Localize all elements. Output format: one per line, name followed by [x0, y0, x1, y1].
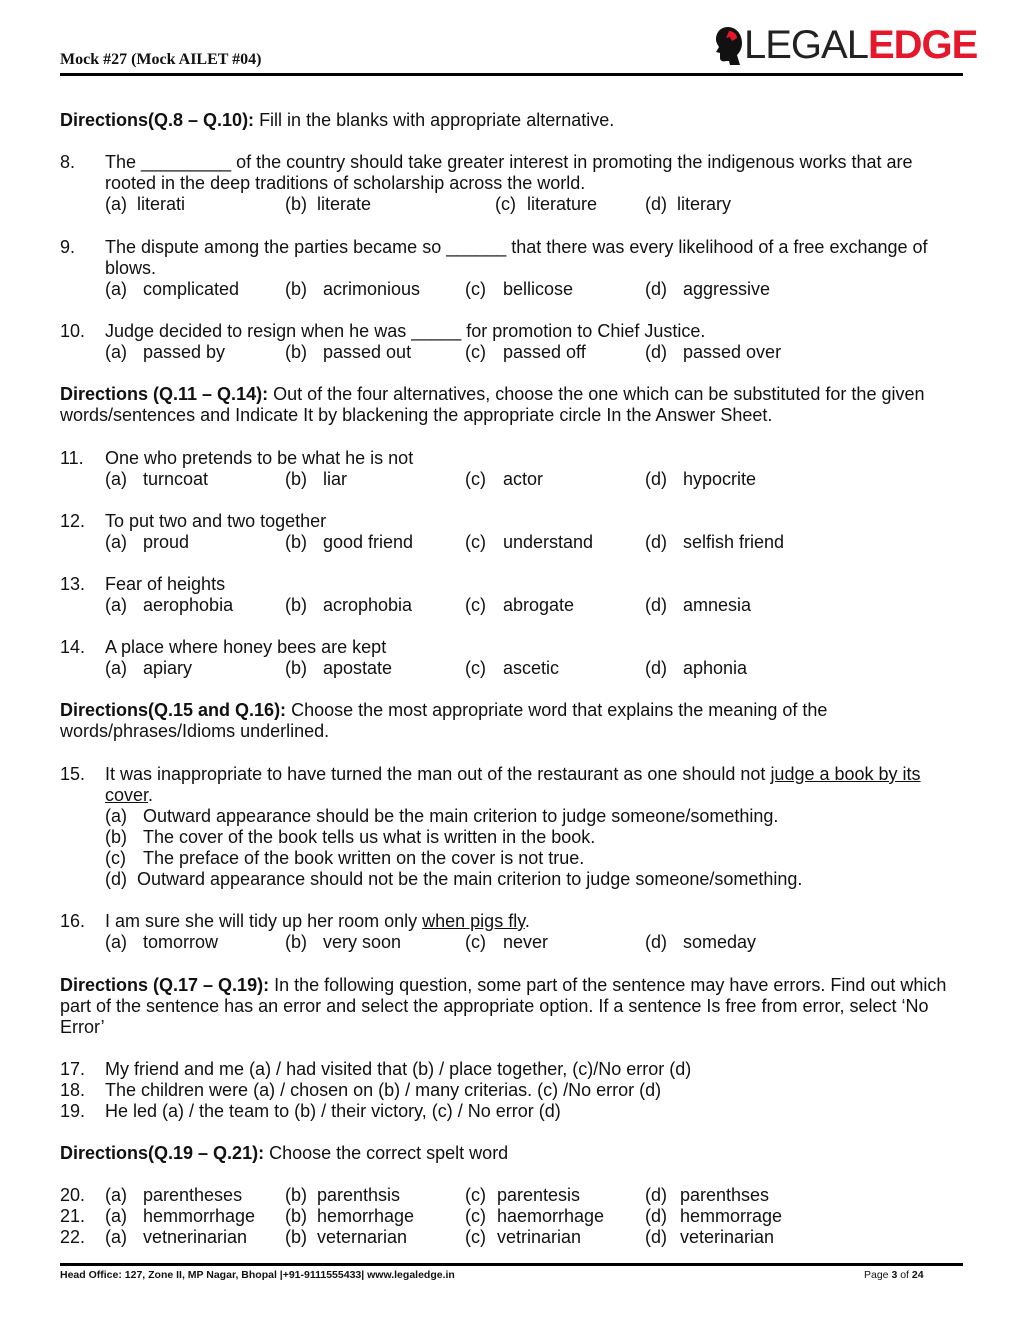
- question-text: [105, 321, 955, 342]
- option-label: (b): [285, 1227, 307, 1247]
- option-c: passed off: [503, 342, 586, 362]
- option-label: (d): [645, 532, 667, 552]
- option-a: passed by: [143, 342, 226, 362]
- option-label: (a): [105, 1185, 127, 1205]
- option-c: haemorrhage: [497, 1206, 605, 1226]
- directions-text: [60, 700, 950, 742]
- option-label: (a): [105, 658, 127, 678]
- underlined-phrase: judge a book by its cover: [105, 764, 921, 805]
- option-b: passed out: [323, 342, 412, 362]
- option-a: aerophobia: [143, 595, 234, 615]
- option-b: literate: [317, 194, 372, 214]
- option-b: very soon: [323, 932, 402, 952]
- option-a: vetnerinarian: [143, 1227, 248, 1247]
- option-c: ascetic: [503, 658, 560, 678]
- directions-text: [60, 110, 950, 131]
- question-stem: I am sure she will tidy up her room only: [105, 911, 423, 931]
- option-label: (c): [465, 1206, 486, 1226]
- option-label: (b): [285, 194, 307, 214]
- option-label: (b): [285, 1206, 307, 1226]
- option-label: (d): [645, 595, 667, 615]
- question-number: 22.: [60, 1227, 86, 1247]
- question-text: [105, 237, 955, 279]
- option-label: (a): [105, 342, 127, 362]
- option-label: (a): [105, 595, 127, 615]
- option-label: (c): [465, 932, 486, 952]
- option-label: (d): [645, 1227, 667, 1247]
- directions-body: Fill in the blanks with appropriate alternative.: [254, 110, 615, 130]
- question-text: [105, 448, 955, 469]
- question-stem: A place where honey bees are kept: [105, 637, 387, 657]
- option-d: aphonia: [683, 658, 748, 678]
- option-label: (c): [465, 658, 486, 678]
- option-d: veterinarian: [680, 1227, 775, 1247]
- option-c: actor: [503, 469, 544, 489]
- question-number: 13.: [60, 574, 86, 594]
- option-b: good friend: [323, 532, 414, 552]
- directions-label: Directions(Q.8 – Q.10):: [60, 110, 255, 130]
- underlined-phrase: when pigs fly: [422, 911, 525, 931]
- question-stem: He led (a) / the team to (b) / their victory, (c) / No error (d): [105, 1101, 561, 1121]
- question-stem: My friend and me (a) / had visited that (b) / place together, (c)/No error (d): [105, 1059, 692, 1079]
- option-b: apostate: [323, 658, 393, 678]
- option-label: (a): [105, 1227, 127, 1247]
- question-text: [105, 911, 955, 932]
- option-label: (d): [645, 1185, 667, 1205]
- directions-text: [60, 384, 950, 426]
- option-label: (a): [105, 932, 127, 952]
- directions-text: [60, 1143, 950, 1164]
- option-label: (a): [105, 806, 127, 826]
- option-label: (d): [105, 869, 127, 889]
- question-stem-end: .: [148, 785, 154, 805]
- directions-label: Directions(Q.15 and Q.16):: [60, 700, 287, 720]
- option-c: abrogate: [503, 595, 575, 615]
- option-d: selfish friend: [683, 532, 785, 552]
- option-c: bellicose: [503, 279, 574, 299]
- option-label: (c): [465, 1185, 486, 1205]
- option-a: tomorrow: [143, 932, 219, 952]
- footer-address: Head Office: 127, Zone II, MP Nagar, Bhopal |+91-9111555433| www.legaledge.in: [60, 1269, 455, 1281]
- option-b: acrophobia: [323, 595, 413, 615]
- option-c: understand: [503, 532, 594, 552]
- option-a: proud: [143, 532, 190, 552]
- question-number: 18.: [60, 1080, 86, 1100]
- option-d: aggressive: [683, 279, 771, 299]
- question-text: [105, 1101, 955, 1122]
- option-c: literature: [527, 194, 598, 214]
- option-b: liar: [323, 469, 348, 489]
- option-label: (b): [285, 595, 307, 615]
- option-label: (b): [285, 469, 307, 489]
- option-c: The preface of the book written on the cover is not true.: [143, 848, 585, 868]
- page-current: 3: [891, 1269, 898, 1281]
- question-text: [105, 1059, 955, 1080]
- option-label: (a): [105, 469, 127, 489]
- option-label: (d): [645, 469, 667, 489]
- question-number: 10.: [60, 321, 86, 341]
- option-b: acrimonious: [323, 279, 421, 299]
- option-label: (c): [465, 532, 486, 552]
- option-c: never: [503, 932, 549, 952]
- question-text: [105, 764, 955, 806]
- option-a: complicated: [143, 279, 240, 299]
- option-d: literary: [677, 194, 732, 214]
- question-stem: It was inappropriate to have turned the man out of the restaurant as one should not: [105, 764, 771, 784]
- option-label: (c): [465, 342, 486, 362]
- question-text: [105, 511, 955, 532]
- option-label: (b): [285, 1185, 307, 1205]
- directions-text: [60, 975, 950, 1038]
- question-stem: To put two and two together: [105, 511, 327, 531]
- directions-body: In the following question, some part of the sentence may have errors. Find out which part of the sentence has an error and select the appropriate option. If a sentence Is free from error, select ‘No Error’: [60, 975, 947, 1037]
- question-text: [105, 637, 955, 658]
- question-number: 20.: [60, 1185, 86, 1205]
- question-number: 12.: [60, 511, 86, 531]
- option-label: (d): [645, 1206, 667, 1226]
- footer-rule: [60, 1263, 963, 1266]
- directions-label: Directions (Q.11 – Q.14):: [60, 384, 269, 404]
- question-number: 17.: [60, 1059, 86, 1079]
- document-header-title: Mock #27 (Mock AILET #04): [60, 51, 262, 68]
- head-silhouette-icon: [714, 25, 744, 65]
- option-label: (c): [495, 194, 516, 214]
- option-label: (b): [105, 827, 127, 847]
- directions-label: Directions(Q.19 – Q.21):: [60, 1143, 265, 1163]
- option-a: Outward appearance should be the main criterion to judge someone/something.: [143, 806, 779, 826]
- option-label: (b): [285, 658, 307, 678]
- question-stem: One who pretends to be what he is not: [105, 448, 414, 468]
- question-number: 9.: [60, 237, 76, 257]
- option-d: parenthses: [680, 1185, 770, 1205]
- logo-text-legal: LEGAL: [744, 22, 868, 67]
- option-label: (d): [645, 194, 667, 214]
- question-number: 11.: [60, 448, 84, 468]
- question-stem: The _________ of the country should take greater interest in promoting the indigenous works that are rooted in the deep traditions of scholarship across the world.: [105, 152, 913, 193]
- option-label: (d): [645, 658, 667, 678]
- question-number: 14.: [60, 637, 86, 657]
- question-text: [105, 152, 955, 194]
- option-label: (d): [645, 279, 667, 299]
- option-label: (b): [285, 342, 307, 362]
- option-b: parenthsis: [317, 1185, 401, 1205]
- question-number: 8.: [60, 152, 76, 172]
- option-label: (b): [285, 532, 307, 552]
- option-d: hypocrite: [683, 469, 757, 489]
- option-label: (b): [285, 279, 307, 299]
- question-number: 21.: [60, 1206, 86, 1226]
- option-a: literati: [137, 194, 186, 214]
- option-d: hemmorrage: [680, 1206, 783, 1226]
- option-label: (c): [465, 595, 486, 615]
- legaledge-logo: [714, 24, 977, 66]
- directions-label: Directions (Q.17 – Q.19):: [60, 975, 270, 995]
- page-total: 24: [911, 1269, 924, 1281]
- page-prefix: Page: [864, 1269, 892, 1281]
- option-b: veternarian: [317, 1227, 408, 1247]
- directions-body: Out of the four alternatives, choose the one which can be substituted for the given words/sentences and Indicate It by blackening the appropriate circle In the Answer Sheet.: [60, 384, 925, 425]
- directions-body: Choose the most appropriate word that explains the meaning of the words/phrases/Idioms underlined.: [60, 700, 828, 741]
- option-b: The cover of the book tells us what is written in the book.: [143, 827, 596, 847]
- option-a: apiary: [143, 658, 193, 678]
- option-label: (d): [645, 932, 667, 952]
- question-number: 16.: [60, 911, 86, 931]
- option-b: hemorrhage: [317, 1206, 415, 1226]
- option-d: Outward appearance should not be the main criterion to judge someone/something.: [137, 869, 803, 889]
- question-stem: Fear of heights: [105, 574, 226, 594]
- question-stem: The dispute among the parties became so ______ that there was every likelihood of a free exchange of blows.: [105, 237, 928, 278]
- question-stem: The children were (a) / chosen on (b) / many criterias. (c) /No error (d): [105, 1080, 662, 1100]
- question-number: 19.: [60, 1101, 86, 1121]
- question-text: [105, 1080, 955, 1101]
- page-number: [864, 1269, 924, 1281]
- option-label: (c): [465, 469, 486, 489]
- option-a: hemmorrhage: [143, 1206, 256, 1226]
- option-label: (a): [105, 1206, 127, 1226]
- logo-text-edge: EDGE: [867, 22, 978, 67]
- option-d: passed over: [683, 342, 782, 362]
- option-label: (a): [105, 279, 127, 299]
- option-a: turncoat: [143, 469, 209, 489]
- option-label: (c): [465, 1227, 486, 1247]
- option-c: vetrinarian: [497, 1227, 582, 1247]
- option-d: amnesia: [683, 595, 752, 615]
- header-rule: [60, 73, 963, 76]
- option-label: (b): [285, 932, 307, 952]
- option-a: parentheses: [143, 1185, 243, 1205]
- question-stem: Judge decided to resign when he was _____ for promotion to Chief Justice.: [105, 321, 706, 341]
- question-number: 15.: [60, 764, 86, 784]
- directions-body: Choose the correct spelt word: [264, 1143, 509, 1163]
- option-label: (c): [465, 279, 486, 299]
- option-label: (c): [105, 848, 126, 868]
- option-c: parentesis: [497, 1185, 581, 1205]
- option-label: (d): [645, 342, 667, 362]
- option-label: (a): [105, 532, 127, 552]
- option-d: someday: [683, 932, 757, 952]
- question-stem-end: .: [524, 911, 530, 931]
- question-text: [105, 574, 955, 595]
- option-label: (a): [105, 194, 127, 214]
- page-of: of: [897, 1269, 912, 1281]
